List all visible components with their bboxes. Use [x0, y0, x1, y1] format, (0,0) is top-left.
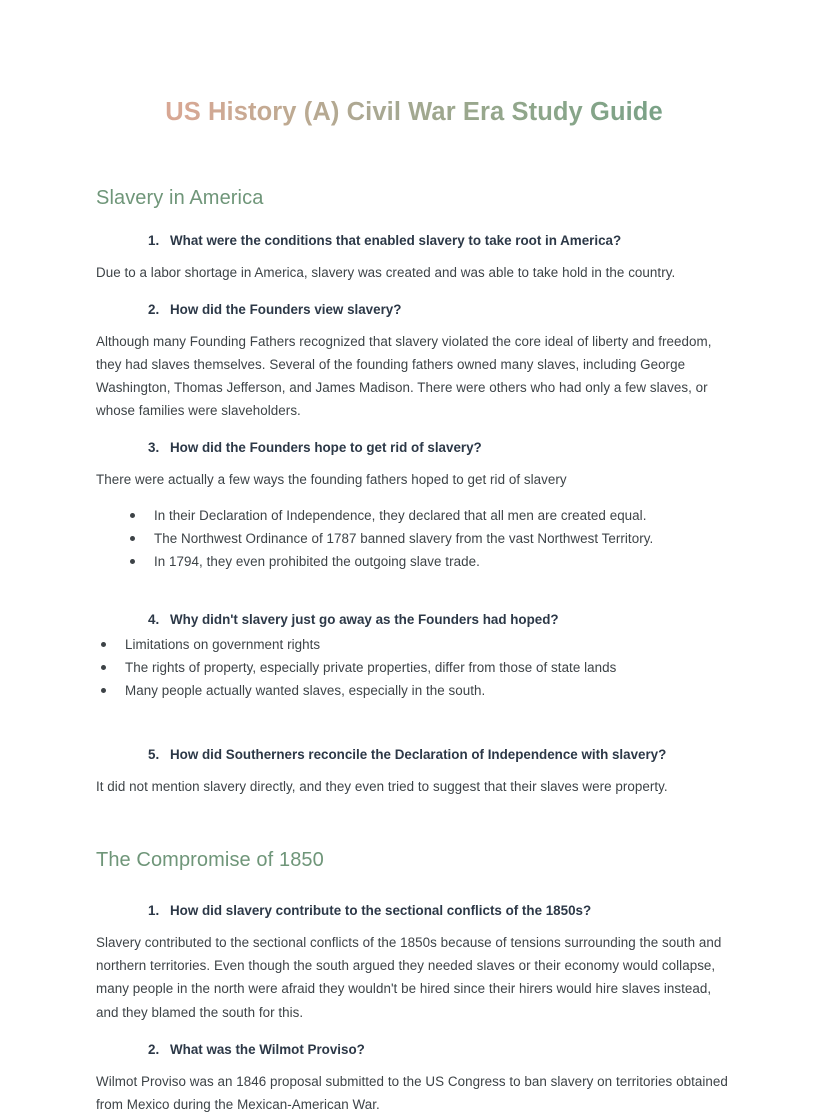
spacer	[96, 873, 732, 901]
list-item	[125, 550, 732, 573]
spacer	[96, 702, 732, 729]
question-text: How did the Founders view slavery?	[170, 301, 402, 317]
spacer	[96, 422, 732, 438]
question-number: 3.	[148, 440, 160, 456]
qa-block	[96, 873, 732, 1024]
question-text: How did Southerners reconcile the Declaration of Independence with slavery?	[170, 747, 667, 763]
answer-text: There were actually a few ways the founding fathers hoped to get rid of slavery	[96, 472, 567, 488]
qa-block	[96, 1024, 732, 1116]
question-number: 2.	[148, 1041, 160, 1057]
list-item-text: The Northwest Ordinance of 1787 banned slavery from the vast Northwest Territory.	[154, 531, 654, 547]
answer-text: Due to a labor shortage in America, slavery was created and was able to take hold in the country.	[96, 264, 676, 280]
question-item	[96, 1040, 732, 1061]
spacer	[96, 594, 732, 610]
question-item	[96, 300, 732, 321]
question-item	[96, 745, 732, 766]
list-item	[125, 527, 732, 550]
list-item	[96, 656, 732, 679]
question-number: 1.	[148, 232, 160, 248]
bullet-icon	[130, 536, 135, 541]
question-text: Why didn't slavery just go away as the Founders had hoped?	[170, 612, 559, 628]
question-item	[96, 438, 732, 459]
bullet-list	[96, 631, 732, 702]
document-content	[96, 0, 732, 1116]
bullet-icon	[101, 688, 106, 693]
list-item	[96, 633, 732, 656]
list-item-text: In 1794, they even prohibited the outgoing slave trade.	[154, 554, 480, 570]
list-item	[96, 679, 732, 702]
list-item-text: Limitations on government rights	[125, 637, 321, 653]
bullet-icon	[130, 513, 135, 518]
list-item-text: In their Declaration of Independence, they declared that all men are created equal.	[154, 508, 647, 524]
question-number: 1.	[148, 903, 160, 919]
list-item-text: The rights of property, especially private properties, differ from those of state lands	[125, 660, 617, 676]
bullet-list	[96, 491, 732, 573]
list-item-text: Many people actually wanted slaves, especially in the south.	[125, 683, 486, 699]
spacer	[96, 573, 732, 594]
question-item	[96, 901, 732, 922]
answer-text: Wilmot Proviso was an 1846 proposal submitted to the US Congress to ban slavery on territories obtained from Mexico during the Mexican-American War.	[96, 1073, 728, 1112]
qa-block	[96, 211, 732, 284]
question-item	[96, 231, 732, 252]
qa-block	[96, 284, 732, 423]
question-number: 4.	[148, 612, 160, 628]
question-number: 2.	[148, 301, 160, 317]
question-item	[96, 610, 732, 631]
spacer	[96, 211, 732, 231]
question-text: How did slavery contribute to the sectional conflicts of the 1850s?	[170, 903, 592, 919]
qa-block	[96, 729, 732, 798]
qa-block	[96, 594, 732, 729]
question-text: How did the Founders hope to get rid of slavery?	[170, 440, 482, 456]
document-title: US History (A) Civil War Era Study Guide	[96, 0, 732, 129]
question-text: What was the Wilmot Proviso?	[170, 1041, 365, 1057]
bullet-icon	[101, 665, 106, 670]
qa-block	[96, 422, 732, 594]
section-heading-slavery-in-america: Slavery in America	[96, 186, 264, 209]
question-text: What were the conditions that enabled slavery to take root in America?	[170, 232, 622, 248]
question-number: 5.	[148, 747, 160, 763]
spacer	[96, 729, 732, 745]
answer-text: Although many Founding Fathers recognized that slavery violated the core ideal of liberty and freedom, they had slaves themselves. Several of the founding fathers owned many slaves, including George Washington, Thomas Jefferson, and James Madison. There were others who had only a few slaves, or whose families were slaveholders.	[96, 333, 712, 419]
spacer	[96, 1024, 732, 1040]
spacer	[96, 284, 732, 300]
section-heading-the-compromise-of-1850: The Compromise of 1850	[96, 849, 324, 872]
bullet-icon	[101, 642, 106, 647]
bullet-icon	[130, 559, 135, 564]
list-item	[125, 504, 732, 527]
answer-text: It did not mention slavery directly, and they even tried to suggest that their slaves were property.	[96, 779, 668, 795]
answer-text: Slavery contributed to the sectional conflicts of the 1850s because of tensions surrounding the south and northern territories. Even though the south argued they needed slaves or their economy would collapse, many people in the north were afraid they wouldn't be hired since their hirers would hire slaves instead, and they blamed the south for this.	[96, 935, 722, 1020]
